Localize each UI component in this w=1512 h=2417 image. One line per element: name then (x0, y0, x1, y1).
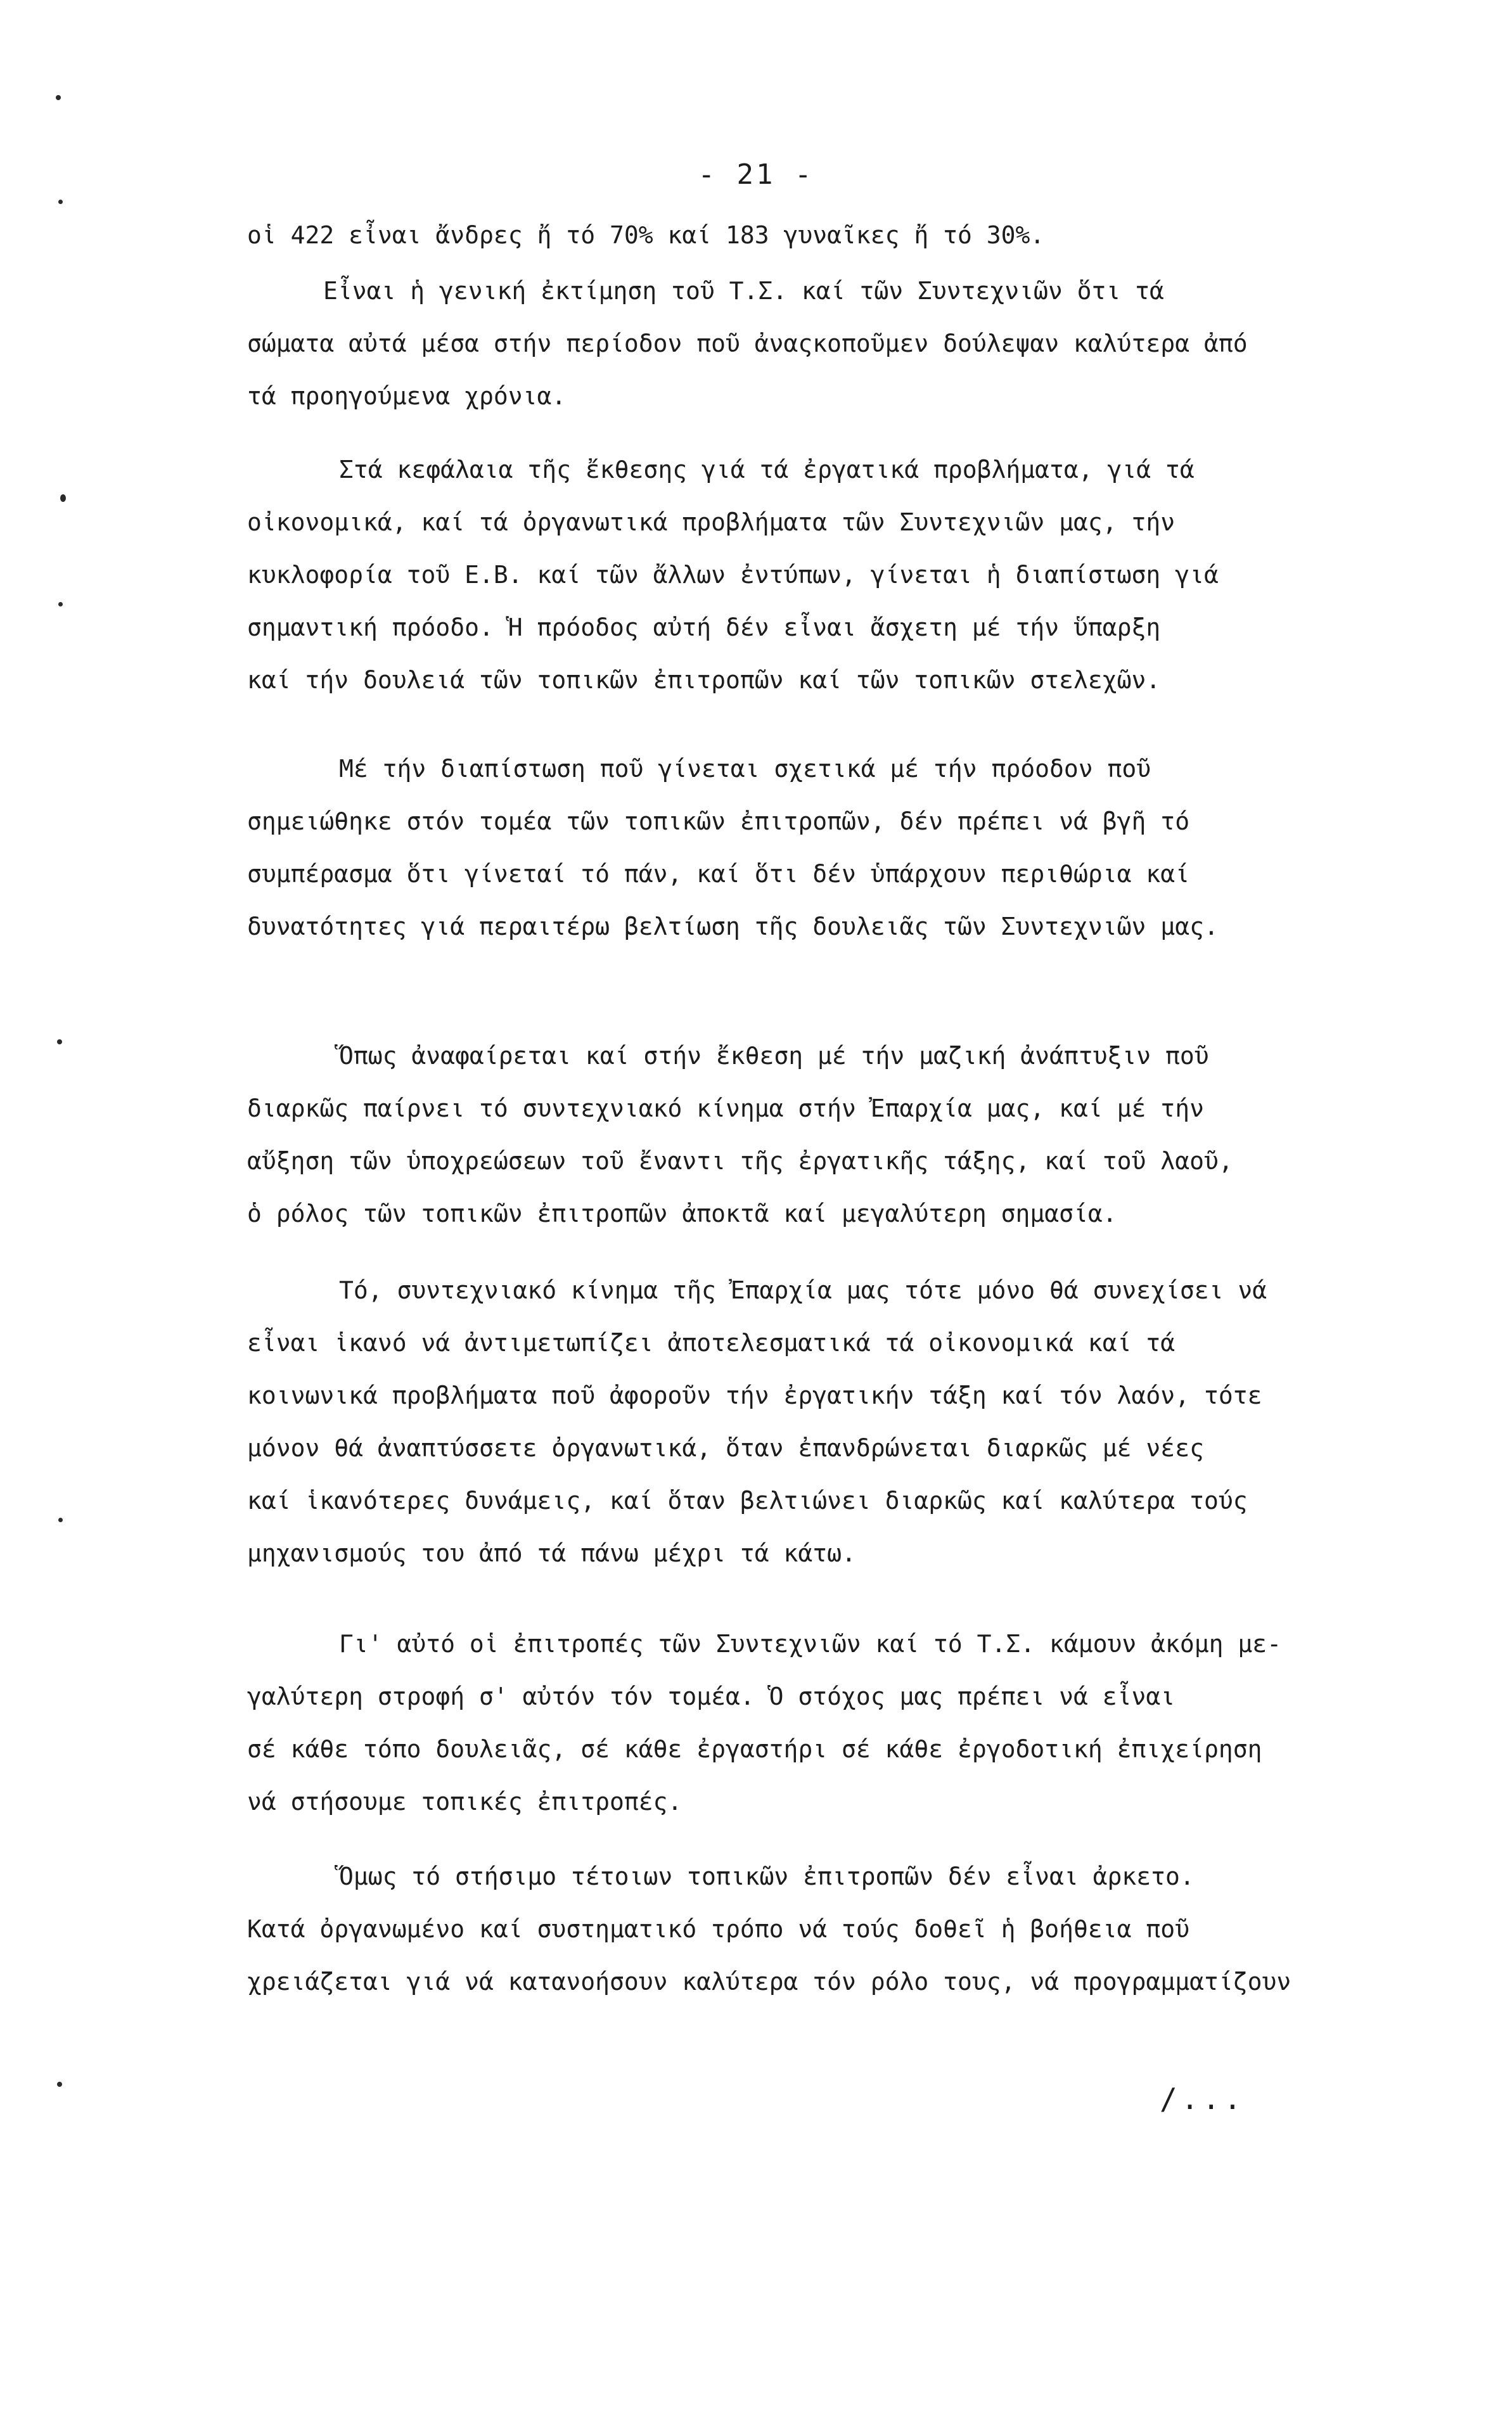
paragraph-1 (247, 209, 1362, 262)
text-line: μόνον θά ἀναπτύσσετε ὀργανωτικά, ὅταν ἐπανδρώνεται διαρκῶς μέ νέες (247, 1434, 1204, 1462)
text-line: συμπέρασμα ὅτι γίνεταί τό πάν, καί ὅτι δέν ὑπάρχουν περιθώρια καί (247, 860, 1190, 888)
text-line: σώματα αὐτά μέσα στήν περίοδον ποῦ ἀναςκοποῦμεν δούλεψαν καλύτερα ἀπό (247, 330, 1248, 357)
text-line: οἱ 422 εἶναι ἄνδρες ἤ τό 70% καί 183 γυναῖκες ἤ τό 30%. (247, 221, 1045, 249)
scan-speck (57, 2082, 62, 2087)
paragraph-7 (247, 1618, 1362, 1828)
text-line: αὔξηση τῶν ὑποχρεώσεων τοῦ ἔναντι τῆς ἐργατικῆς τάξης, καί τοῦ λαοῦ, (247, 1147, 1233, 1175)
text-line: κυκλοφορία τοῦ Ε.Β. καί τῶν ἄλλων ἐντύπων, γίνεται ἡ διαπίστωση γιά (247, 561, 1219, 589)
scan-speck (56, 95, 61, 100)
text-line: Ὅπως ἀναφαίρεται καί στήν ἔκθεση μέ τήν μαζική ἀνάπτυξιν ποῦ (339, 1042, 1209, 1070)
text-line: τά προηγούμενα χρόνια. (247, 382, 567, 410)
text-line: Στά κεφάλαια τῆς ἔκθεσης γιά τά ἐργατικά προβλήματα, γιά τά (339, 456, 1195, 484)
text-line: ὁ ρόλος τῶν τοπικῶν ἐπιτροπῶν ἀποκτᾶ καί μεγαλύτερη σημασία. (247, 1200, 1117, 1228)
text-line: εἶναι ἱκανό νά ἀντιμετωπίζει ἀποτελεσματικά τά οἰκονομικά καί τά (247, 1329, 1176, 1357)
page-number: - 21 - (698, 158, 814, 191)
text-line: Κατά ὀργανωμένο καί συστηματικό τρόπο νά τούς δοθεῖ ἡ βοήθεια ποῦ (247, 1915, 1190, 1943)
continuation-mark: /... (1160, 2082, 1245, 2116)
text-line: χρειάζεται γιά νά κατανοήσουν καλύτερα τόν ρόλο τους, νά προγραμματίζουν (247, 1968, 1291, 1996)
scan-speck (57, 1039, 62, 1044)
paragraph-6 (247, 1264, 1362, 1580)
paragraph-5 (247, 1030, 1362, 1240)
text-line: καί ἱκανότερες δυνάμεις, καί ὅταν βελτιώνει διαρκῶς καί καλύτερα τούς (247, 1487, 1248, 1515)
text-line: διαρκῶς παίρνει τό συντεχνιακό κίνημα στήν Ἐπαρχία μας, καί μέ τήν (247, 1094, 1204, 1122)
text-line: γαλύτερη στροφή σ' αὐτόν τόν τομέα. Ὁ στόχος μας πρέπει νά εἶναι (247, 1683, 1176, 1710)
text-line: δυνατότητες γιά περαιτέρω βελτίωση τῆς δουλειᾶς τῶν Συντεχνιῶν μας. (247, 913, 1219, 940)
text-line: νά στήσουμε τοπικές ἐπιτροπές. (247, 1788, 682, 1816)
text-line: Γι' αὐτό οἱ ἐπιτροπές τῶν Συντεχνιῶν καί τό Τ.Σ. κάμουν ἀκόμη με- (339, 1630, 1282, 1658)
text-line: σέ κάθε τόπο δουλειᾶς, σέ κάθε ἐργαστήρι σέ κάθε ἐργοδοτική ἐπιχείρηση (247, 1735, 1262, 1763)
text-line: μηχανισμούς του ἀπό τά πάνω μέχρι τά κάτω. (247, 1539, 856, 1567)
scan-speck (60, 494, 66, 502)
paragraph-4 (247, 743, 1362, 953)
text-line: οἰκονομικά, καί τά ὀργανωτικά προβλήματα τῶν Συντεχνιῶν μας, τήν (247, 508, 1176, 536)
scan-speck (58, 1518, 63, 1522)
text-line: Ὅμως τό στήσιμο τέτοιων τοπικῶν ἐπιτροπῶν δέν εἶναι ἀρκετο. (339, 1862, 1195, 1890)
scan-speck (58, 200, 63, 204)
text-line: καί τήν δουλειά τῶν τοπικῶν ἐπιτροπῶν καί τῶν τοπικῶν στελεχῶν. (247, 666, 1161, 694)
text-line: σημειώθηκε στόν τομέα τῶν τοπικῶν ἐπιτροπῶν, δέν πρέπει νά βγῆ τό (247, 807, 1190, 835)
paragraph-3 (247, 444, 1362, 707)
text-line: Τό, συντεχνιακό κίνημα τῆς Ἐπαρχία μας τότε μόνο θά συνεχίσει νά (339, 1276, 1267, 1304)
text-line: Μέ τήν διαπίστωση ποῦ γίνεται σχετικά μέ τήν πρόοδον ποῦ (339, 755, 1151, 783)
paragraph-8 (247, 1850, 1362, 2008)
text-line: σημαντική πρόοδο. Ἡ πρόοδος αὐτή δέν εἶναι ἄσχετη μέ τήν ὕπαρξη (247, 613, 1161, 641)
paragraph-2 (247, 265, 1362, 423)
text-line: κοινωνικά προβλήματα ποῦ ἀφοροῦν τήν ἐργατικήν τάξη καί τόν λαόν, τότε (247, 1382, 1262, 1409)
text-line: Εἶναι ἡ γενική ἐκτίμηση τοῦ Τ.Σ. καί τῶν Συντεχνιῶν ὅτι τά (323, 277, 1164, 305)
scan-speck (58, 602, 63, 606)
